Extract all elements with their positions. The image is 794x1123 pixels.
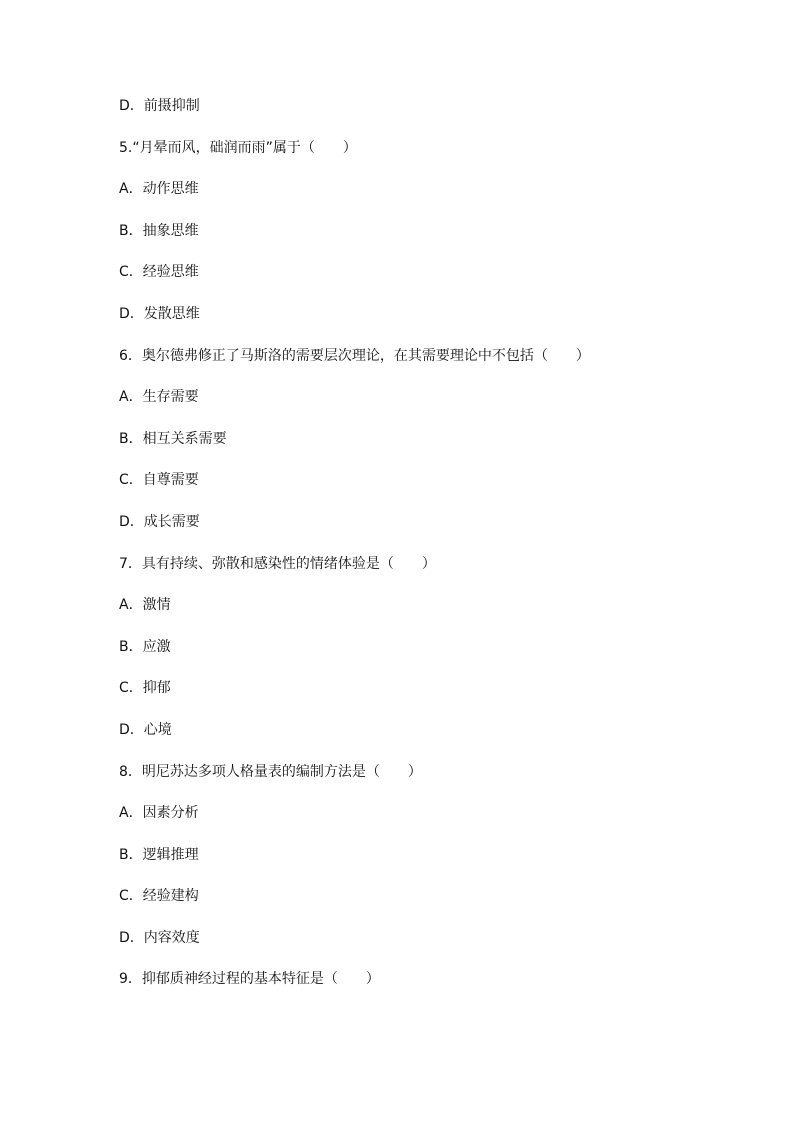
option-text: C．经验建构 — [119, 888, 199, 905]
option-text: A．因素分析 — [119, 805, 199, 822]
question-text: 7．具有持续、弥散和感染性的情绪体验是（ ） — [119, 555, 436, 572]
option-text: D．心境 — [119, 721, 172, 738]
option-text: D．前摄抑制 — [119, 98, 200, 114]
option-text: B．相互关系需要 — [119, 430, 227, 447]
option-text: B．抽象思维 — [119, 222, 199, 239]
option-text: B．应激 — [119, 638, 171, 655]
question-text: 5.“月晕而风，础润而雨”属于（ ） — [119, 139, 357, 156]
option-text: C．抑郁 — [119, 680, 171, 697]
question-text: 8．明尼苏达多项人格量表的编制方法是（ ） — [119, 763, 422, 780]
option-text: D．发散思维 — [119, 305, 200, 322]
option-text: A．生存需要 — [119, 389, 199, 406]
option-text: A．激情 — [119, 597, 171, 614]
option-text: B．逻辑推理 — [119, 846, 199, 863]
option-text: C．经验思维 — [119, 264, 199, 281]
question-text: 6．奥尔德弗修正了马斯洛的需要层次理论，在其需要理论中不包括（ ） — [119, 347, 590, 364]
option-text: A．动作思维 — [119, 181, 199, 198]
option-text: C．自尊需要 — [119, 472, 199, 489]
option-text: D．内容效度 — [119, 929, 200, 946]
question-text: 9．抑郁质神经过程的基本特征是（ ） — [119, 971, 380, 988]
question-list — [119, 95, 719, 1010]
option-text: D．成长需要 — [119, 513, 200, 530]
